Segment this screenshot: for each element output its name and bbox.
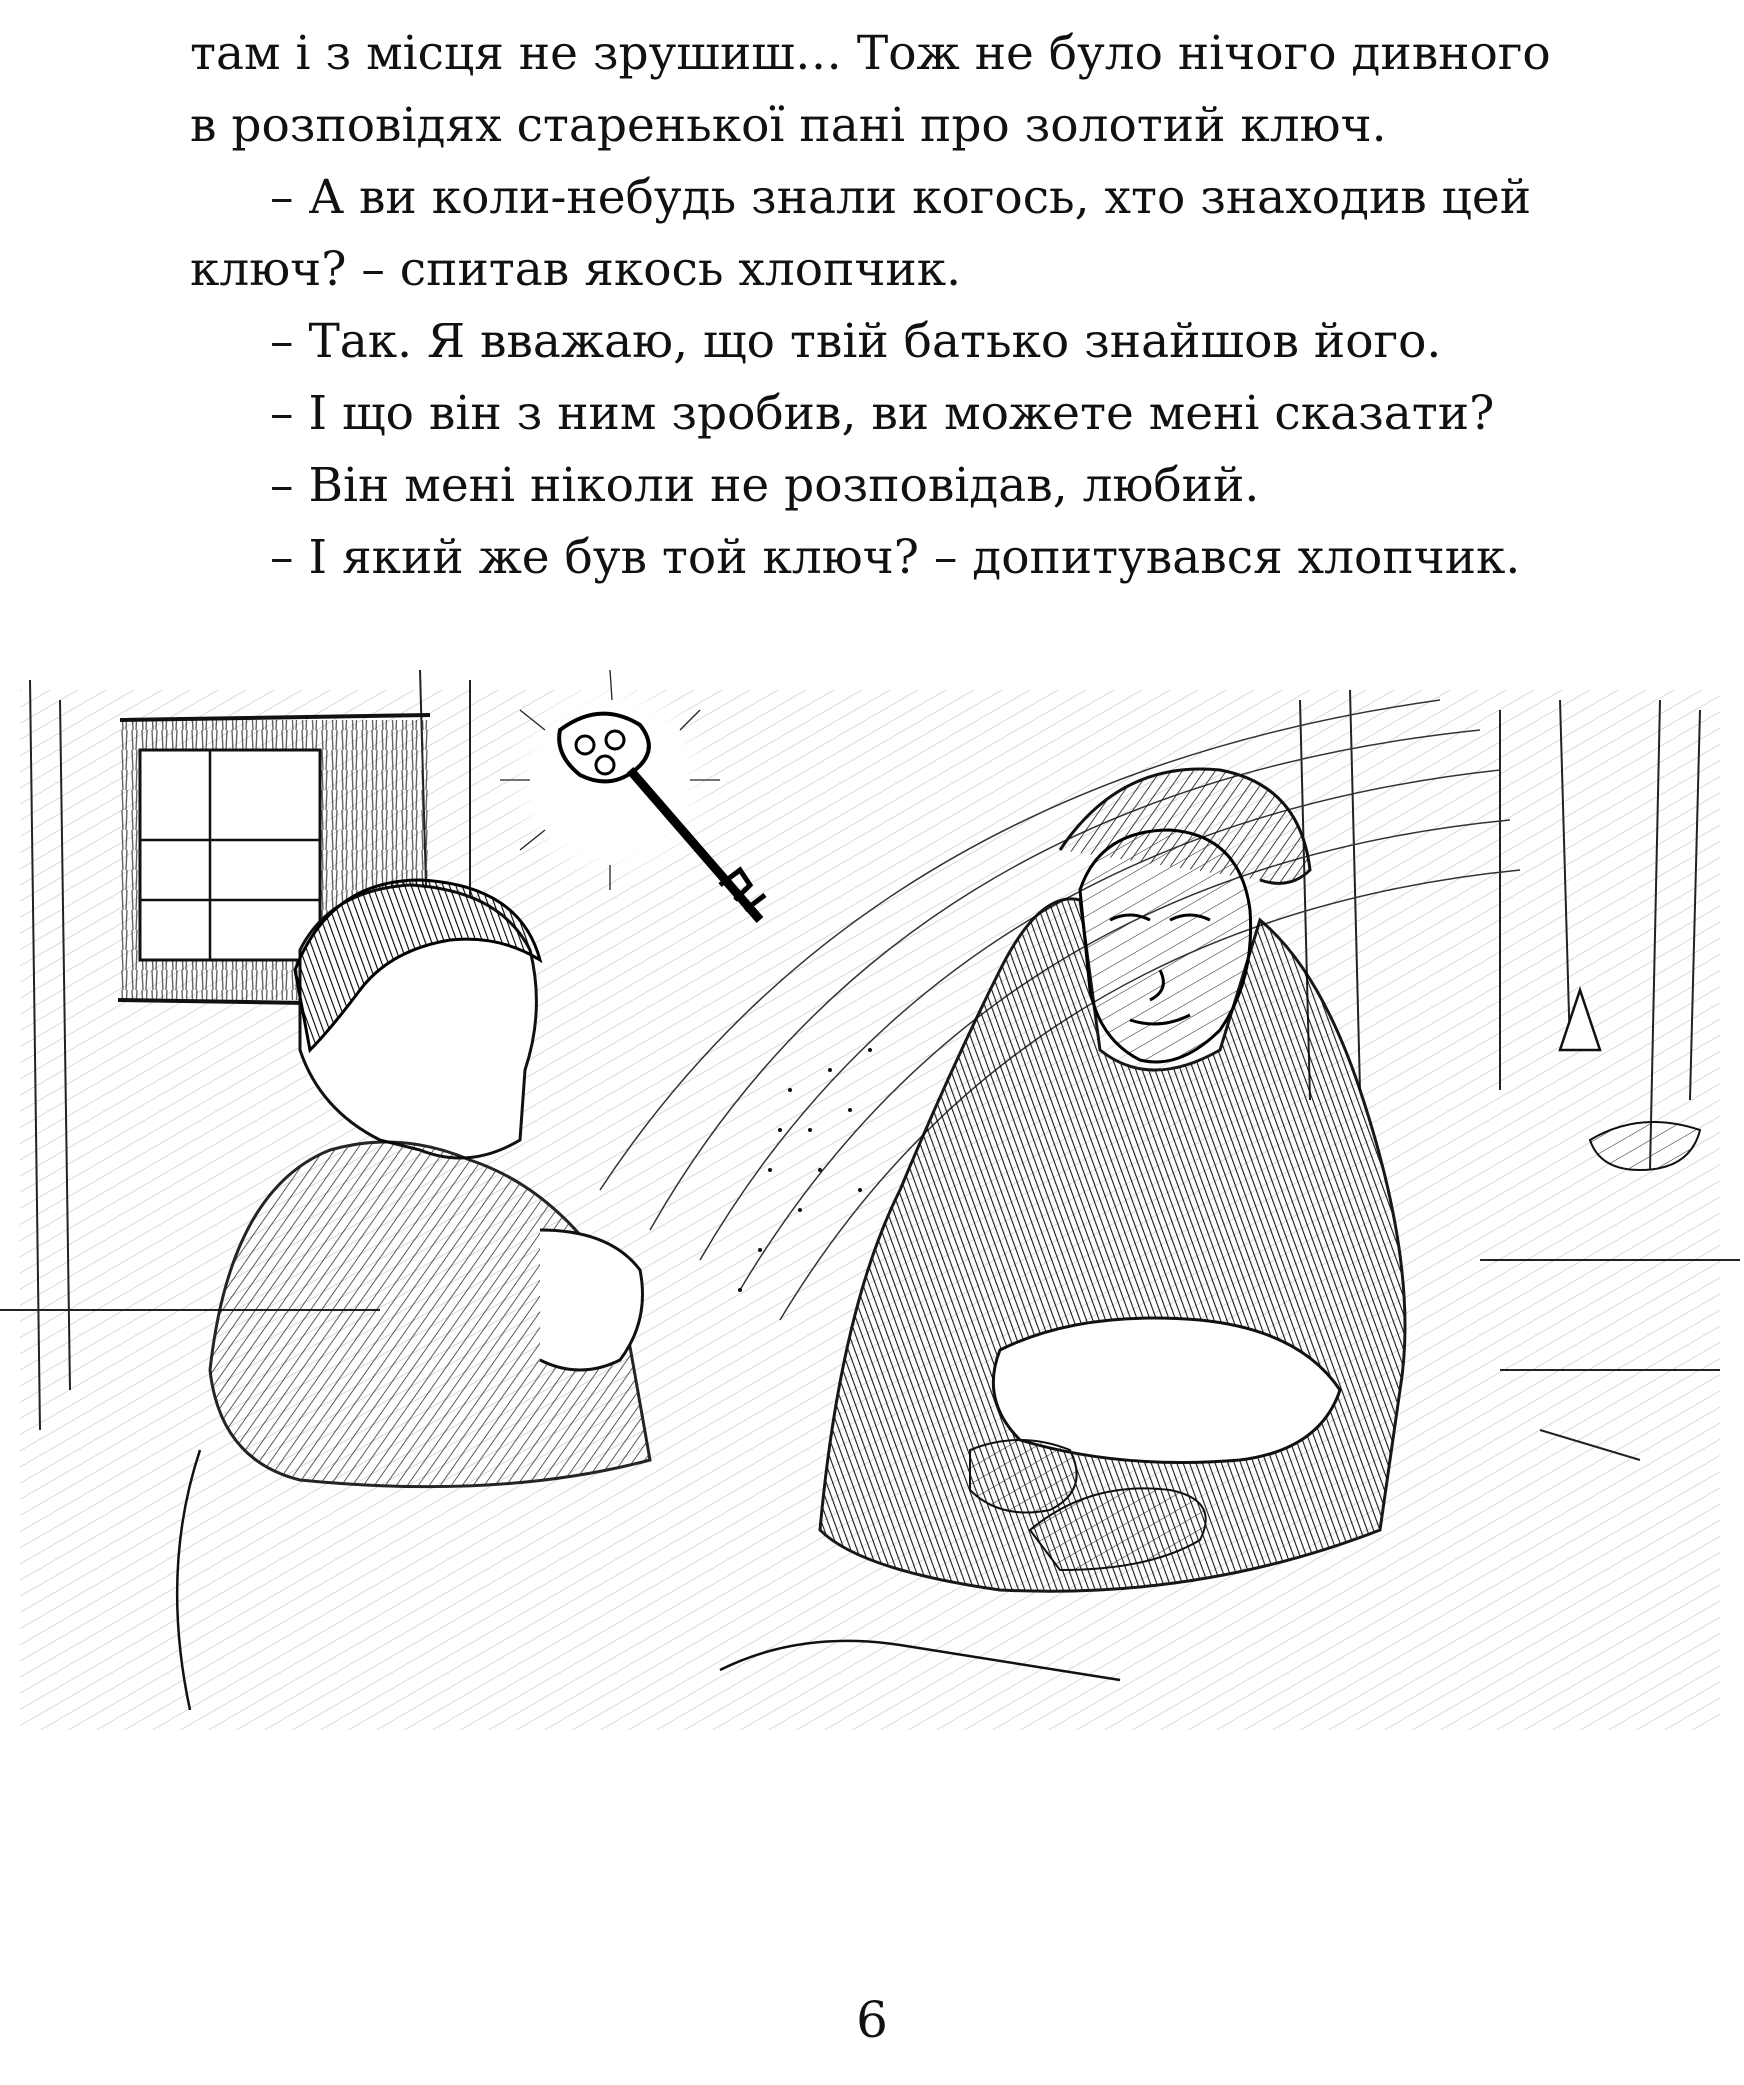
text-line: – Він мені ніколи не розповідав, любий. [270, 458, 1260, 513]
paragraph-5 [190, 450, 1610, 522]
paragraph-4 [190, 378, 1610, 450]
ink-illustration [0, 670, 1744, 1910]
text-line: – Так. Я вважаю, що твій батько знайшов його. [270, 314, 1442, 369]
text-line: в розповідях старенької пані про золотий ключ. [190, 98, 1387, 153]
paragraph-6 [190, 522, 1610, 594]
text-line: – І який же був той ключ? – допитувався хлопчик. [270, 530, 1521, 585]
body-text [190, 18, 1610, 594]
paragraph-1 [190, 18, 1610, 162]
text-line: – А ви коли-небудь знали когось, хто знаходив цей [270, 170, 1532, 225]
illustration-svg [0, 670, 1744, 1910]
page-number: 6 [856, 1991, 888, 2049]
paragraph-3 [190, 306, 1610, 378]
text-line: ключ? – спитав якось хлопчик. [190, 242, 962, 297]
text-line: – І що він з ним зробив, ви можете мені сказати? [270, 386, 1495, 441]
text-line: там і з місця не зрушиш… Тож не було нічого дивного [190, 26, 1551, 81]
paragraph-2 [190, 162, 1610, 306]
